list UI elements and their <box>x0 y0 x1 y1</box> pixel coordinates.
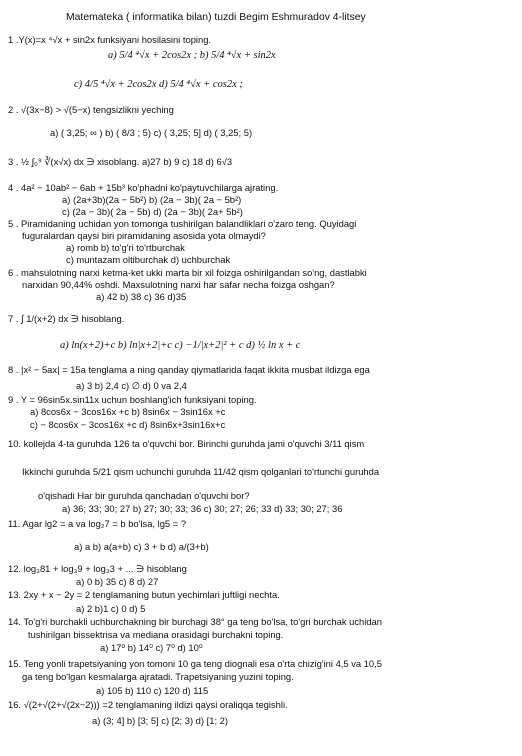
question-11: 11. Agar lg2 = a va log₂7 = b bo'lsa, lg5 = ? <box>8 518 187 529</box>
question-1-options-ab: a) 5/4 ⁴√x + 2cos2x ; b) 5/4 ⁴√x + sin2x <box>108 50 276 61</box>
question-15-line-2: ga teng bo'lgan kesmalarga ajratadi. Trapetsiyaning yuzini toping. <box>22 671 294 682</box>
question-4-options-ab: a) (2a+3b)(2a − 5b²) b) (2a − 3b)( 2a − 5b²) <box>62 194 242 205</box>
question-9: 9 . Y = 96sin5x.sin11x uchun boshlang'ich funksiyani toping. <box>8 394 257 405</box>
question-14-line-2: tushirilgan bissektrisa va mediana orasidagi burchakni toping. <box>28 629 284 640</box>
question-15: 15. Teng yonli trapetsiyaning yon tomoni 10 ga teng diognali esa o'rta chizig'ini 4,5 va 10,5 <box>8 658 382 669</box>
question-10-options: a) 36; 33; 30; 27 b) 27; 30; 33; 36 c) 30; 27; 26; 33 d) 33; 30; 27; 36 <box>62 503 343 514</box>
question-4: 4 . 4a² − 10ab² − 6ab + 15b³ ko'phadni ko'paytuvchilarga ajrating. <box>8 182 279 193</box>
question-10: 10. kollejda 4-ta guruhda 126 ta o'quvchi bor. Birinchi guruhda jami o'quvchi 3/11 qism <box>8 438 365 449</box>
question-6-line-2: narxidan 90,44% oshdi. Maxsulotning narxi har safar necha foizga oshgan? <box>22 279 335 290</box>
document-title: Matemateka ( informatika bilan) tuzdi Begim Eshmuradov 4-litsey <box>66 12 366 23</box>
question-5: 5 . Piramidaning uchidan yon tomonga tushirilgan balandliklari o'zaro teng. Quyidagi <box>8 218 357 229</box>
question-2: 2 . √(3x−8) > √(5−x) tengsizlikni yeching <box>8 104 174 115</box>
question-1-options-cd: c) 4/5 ⁴√x + 2cos2x d) 5/4 ⁴√x + cos2x ; <box>74 79 243 90</box>
question-8: 8 . |x² − 5ax| = 15a tenglama a ning qanday qiymatlarida faqat ikkita musbat ildizga ega <box>8 364 370 375</box>
question-14-options: a) 17⁰ b) 14⁰ c) 7⁰ d) 10⁰ <box>100 642 203 653</box>
question-1: 1 .Y(x)=x ⁴√x + sin2x funksiyani hosilasini toping. <box>8 34 212 45</box>
question-14: 14. To'g'ri burchakli uchburchakning bir burchagi 38° ga teng bo'lsa, to'gri burchak uchidan <box>8 616 382 627</box>
question-4-options-cd: c) (2a − 3b)( 2a − 5b) d) (2a − 3b)( 2a+ 5b²) <box>62 206 243 217</box>
question-16: 16. √(2+√(2+√(2x−2))) =2 tenglamaning ildizi qaysi oraliqqa tegishli. <box>8 699 288 710</box>
question-16-options: a) (3; 4] b) [3; 5] c) [2; 3) d) [1; 2) <box>92 715 228 726</box>
question-5-options-cd: c) muntazam oltiburchak d) uchburchak <box>66 254 231 265</box>
question-9-options-ab: a) 8cos6x − 3cos16x +c b) 8sin6x − 3sin16x +c <box>30 406 226 417</box>
question-8-options: a) 3 b) 2,4 c) ∅ d) 0 va 2,4 <box>76 380 187 391</box>
question-10-line-2: Ikkinchi guruhda 5/21 qism uchunchi guruhda 11/42 qism qolganlari to'rtunchi guruhda <box>22 466 380 477</box>
question-12: 12. log₃81 + log₃9 + log₃3 + ... ∋ hisoblang <box>8 563 187 574</box>
question-10-line-3: o'qishadi Har bir guruhda qanchadan o'quvchi bor? <box>38 490 250 501</box>
question-9-options-cd: c) − 8cos6x − 3cos16x +c d) 8sin6x+3sin16x+c <box>30 419 226 430</box>
question-12-options: a) 0 b) 35 c) 8 d) 27 <box>76 576 159 587</box>
question-13: 13. 2xy + x − 2y = 2 tenglamaning butun yechimlari juftligi nechta. <box>8 589 280 600</box>
question-7-options: a) ln(x+2)+c b) ln|x+2|+c c) −1/|x+2|² + c d) ½ ln x + c <box>60 340 301 351</box>
question-6: 6 . mahsulotning narxi ketma-ket ukki marta bir xil foizga oshirilgandan so'ng, dastlabki <box>8 267 367 278</box>
question-15-options: a) 105 b) 110 c) 120 d) 115 <box>96 685 209 696</box>
question-5-line-2: fuguralardan qaysi biri piramidaning asosida yota olmaydi? <box>22 230 266 241</box>
question-2-options: a) ( 3,25; ∞ ) b) ( 8/3 ; 5) c) ( 3,25; 5] d) ( 3,25; 5) <box>50 127 253 138</box>
question-13-options: a) 2 b)1 c) 0 d) 5 <box>76 603 146 614</box>
question-6-options: a) 42 b) 38 c) 36 d)35 <box>96 291 187 302</box>
question-11-options: a) a b) a(a+b) c) 3 + b d) a/(3+b) <box>74 541 209 552</box>
question-7: 7 . ∫ 1/(x+2) dx ∋ hisoblang. <box>8 313 125 324</box>
question-3: 3 . ½ ∫₀⁹ ∛(x√x) dx ∋ xisoblang. a)27 b) 9 c) 18 d) 6√3 <box>8 156 233 167</box>
question-5-options-ab: a) romb b) to'g'ri to'rtburchak <box>66 242 185 253</box>
